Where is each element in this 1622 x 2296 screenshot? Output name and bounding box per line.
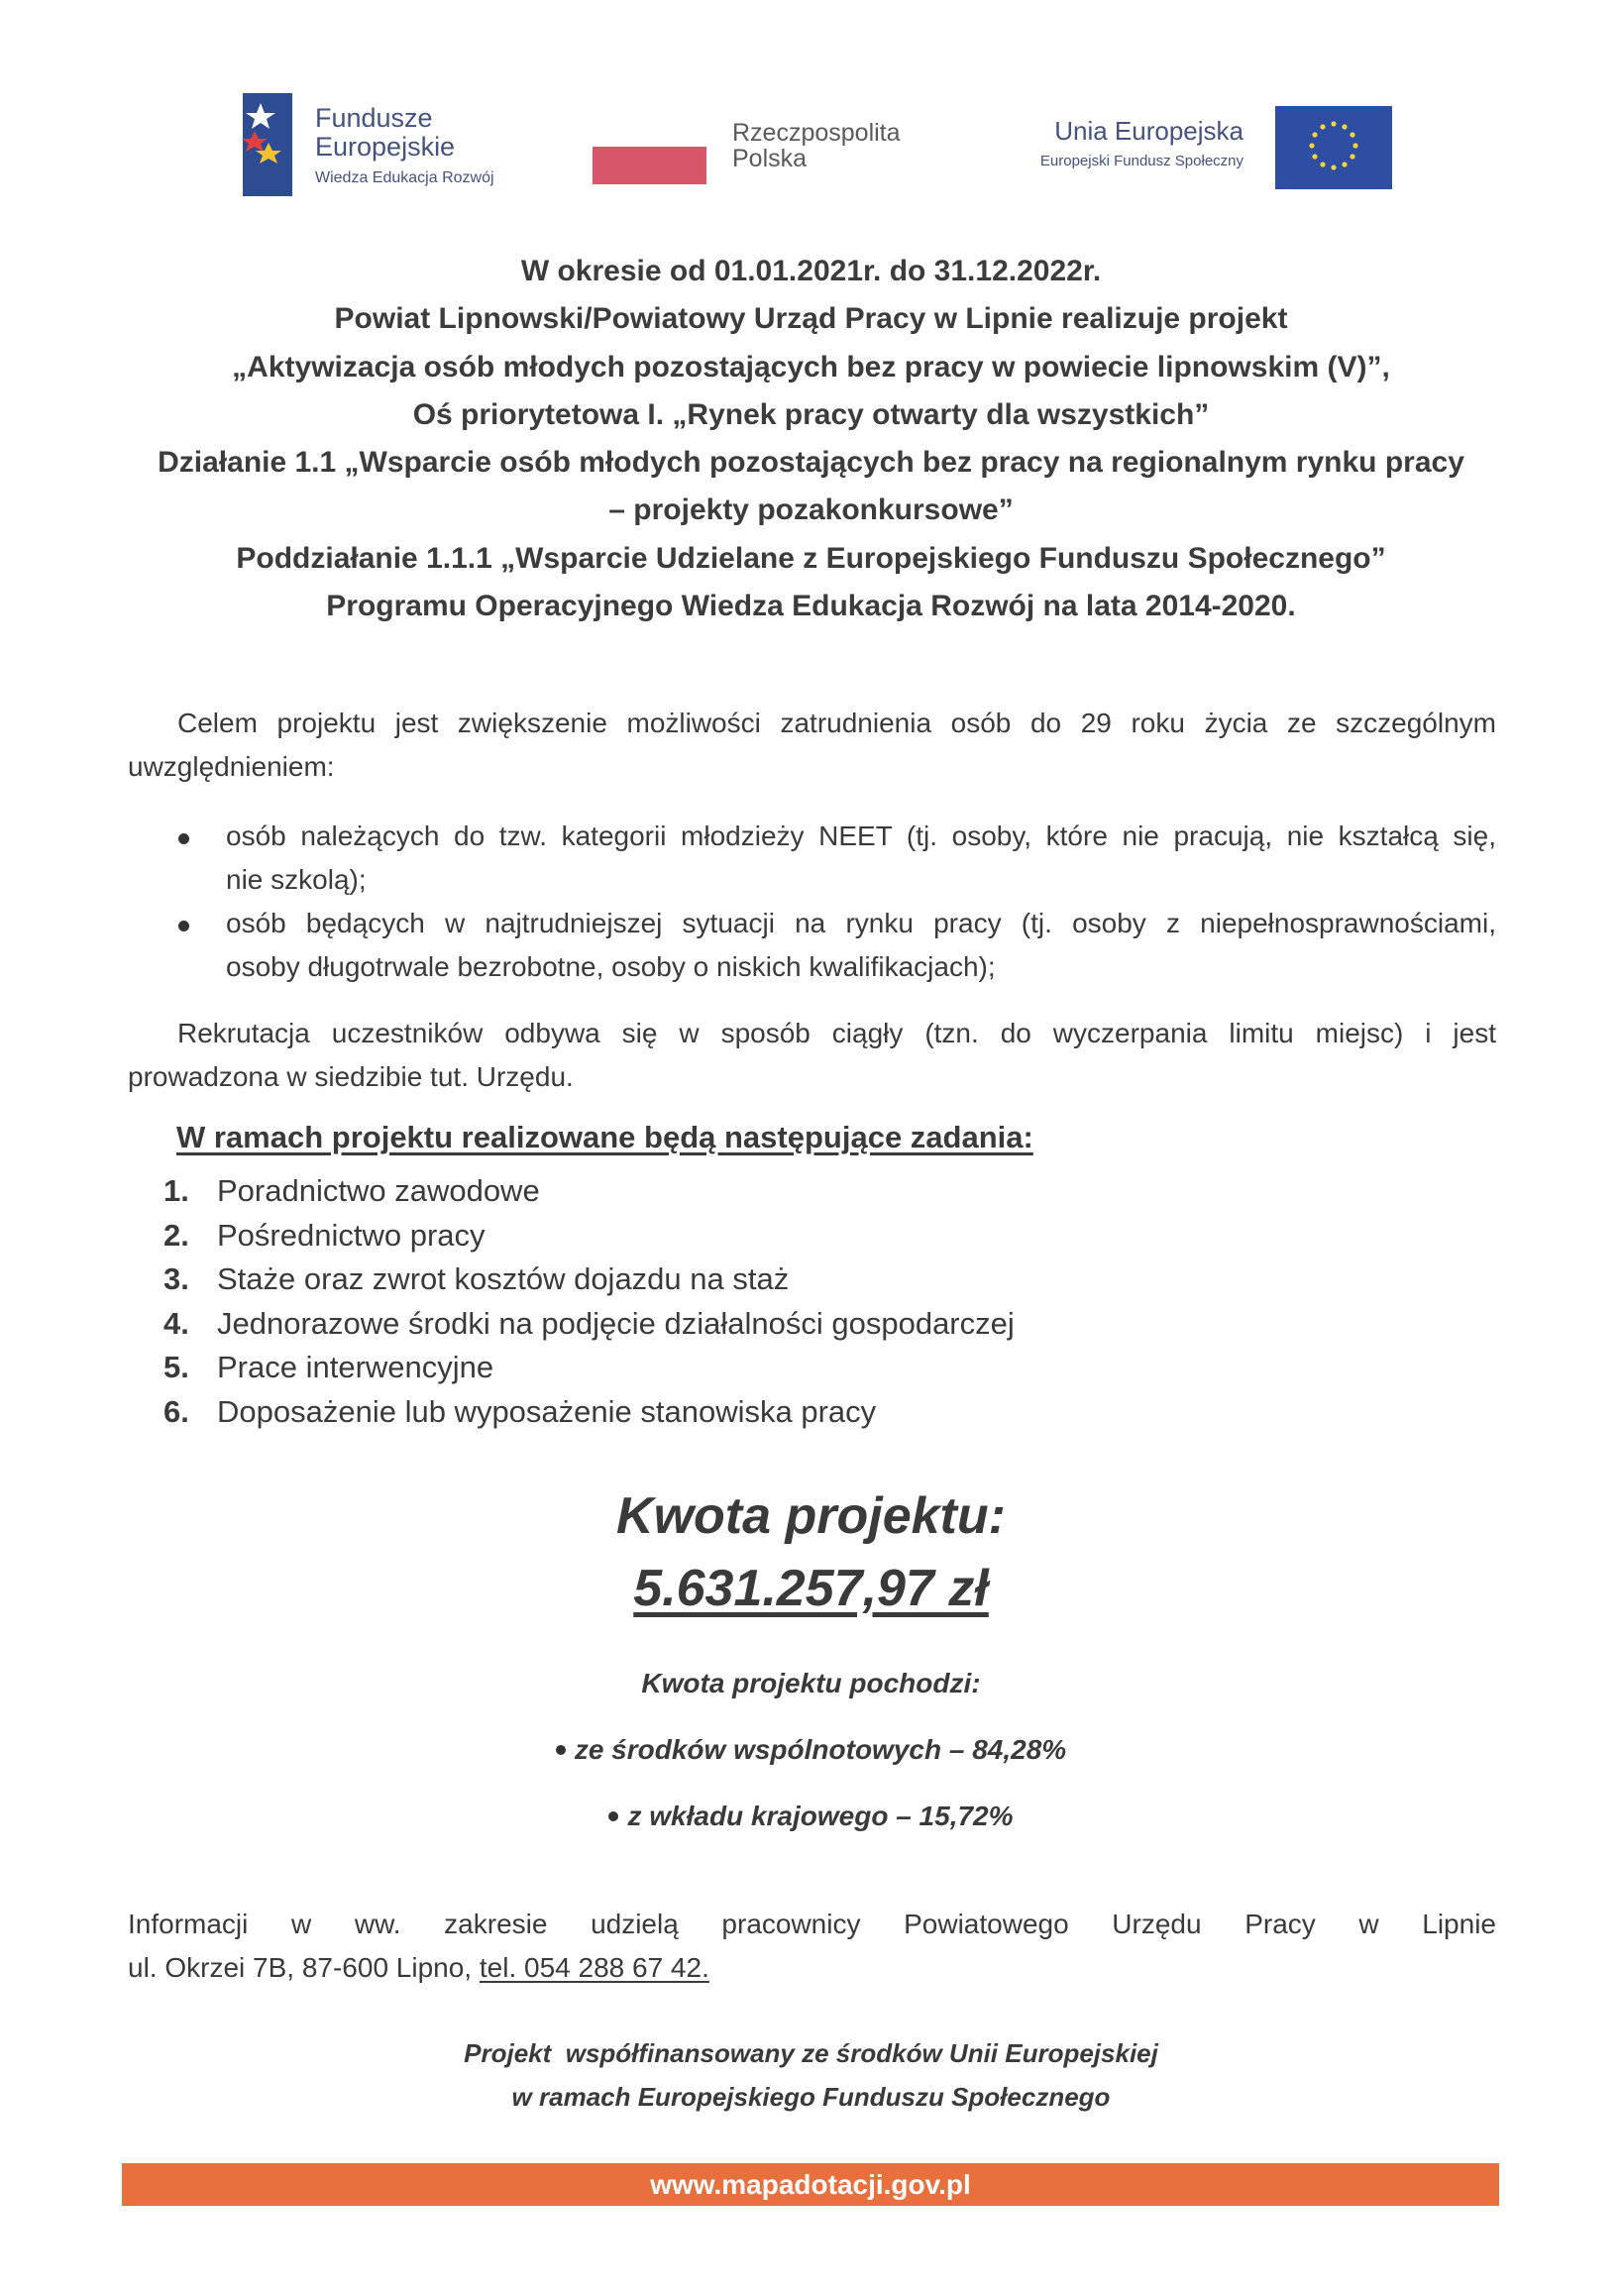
heading-line: Działanie 1.1 „Wsparcie osób młodych pozostających bez pracy na regionalnym rynku pracy [158,446,1464,480]
cofinancing-note [0,2031,1622,2119]
rzeczpospolita-polska-logo [593,112,949,191]
footer-url-link[interactable]: www.mapadotacji.gov.pl [650,2169,971,2200]
task-number: 5. [163,1350,189,1385]
tasks-title: W ramach projektu realizowane będą następujące zadania: [176,1120,1033,1154]
amount-source-item [0,1801,1622,1832]
polish-flag-icon [593,147,706,184]
info-word: Pracy [1244,1909,1316,1939]
bullet-icon [178,921,189,931]
list-item [163,1257,1015,1302]
info-word: udzielą [591,1909,679,1939]
info-word: Urzędu [1112,1909,1202,1939]
info-word: Informacji [128,1909,249,1939]
task-label: Staże oraz zwrot kosztów dojazdu na staż [217,1261,790,1297]
address-text: ul. Okrzei 7B, 87-600 Lipno, [128,1952,480,1983]
recruit-line-1: Rekrutacja uczestników odbywa się w sposób ciągły (tzn. do wyczerpania limitu miejsc) i jest [177,1018,1496,1048]
goal-paragraph [128,702,1496,789]
info-line-2 [128,1946,1496,1990]
task-label: Poradnictwo zawodowe [217,1173,540,1208]
heading-line: Programu Operacyjnego Wiedza Edukacja Rozwój na lata 2014-2020. [326,590,1296,623]
eu-stars-icon [1275,106,1392,189]
amount-source-title: Kwota projektu pochodzi: [641,1668,981,1698]
info-line-1 [128,1903,1496,1946]
bullet-icon [178,833,189,844]
fundusze-europejskie-emblem-icon [241,91,296,198]
cofinancing-line-1: Projekt współfinansowany ze środków Unii Europejskiej [464,2038,1158,2068]
task-label: Prace interwencyjne [217,1350,494,1385]
goal-line-1: Celem projektu jest zwiększenie możliwości zatrudnienia osób do 29 roku życia ze szczególnym [177,708,1496,738]
task-label: Jednorazowe środki na podjęcie działalności gospodarczej [217,1305,1015,1341]
ue-logo-line2: Europejski Fundusz Społeczny [1039,153,1244,169]
task-number: 1. [163,1173,189,1208]
eu-flag-icon [1275,106,1392,189]
fe-logo-line3: Wiedza Edukacja Rozwój [315,169,494,186]
list-item [163,1214,1015,1258]
info-word: ww. [354,1909,401,1939]
info-word: Powiatowego [904,1909,1069,1939]
list-item [168,902,1496,989]
heading-line: „Aktywizacja osób młodych pozostających bez pracy w powiecie lipnowskim (V)”, [232,350,1390,383]
bullet-icon [556,1745,566,1755]
info-word: Lipnie [1422,1909,1496,1939]
info-word: zakresie [444,1909,548,1939]
heading-line: W okresie od 01.01.2021r. do 31.12.2022r. [520,255,1102,287]
task-label: Doposażenie lub wyposażenie stanowiska pracy [217,1393,877,1429]
task-number: 2. [163,1217,189,1253]
amount-source-text: z wkładu krajowego – 15,72% [627,1801,1014,1831]
info-word: w [291,1909,312,1939]
tasks-list [163,1169,1015,1435]
list-item [163,1169,1015,1214]
info-word: pracownicy [721,1909,861,1939]
task-number: 4. [163,1305,189,1341]
amount-label: Kwota projektu: [616,1487,1006,1545]
task-label: Pośrednictwo pracy [217,1217,486,1253]
list-item [163,1302,1015,1347]
contact-info [128,1903,1496,1990]
fe-logo-line2: Europejskie [315,132,456,162]
list-item [163,1390,1015,1435]
heading-line: Oś priorytetowa I. „Rynek pracy otwarty dla wszystkich” [412,397,1210,431]
recruitment-paragraph [128,1012,1496,1099]
bullet-line-1: osób będących w najtrudniejszej sytuacji na rynku pracy (tj. osoby z niepełnosprawnościami, [226,908,1496,938]
task-number: 3. [163,1261,189,1297]
unia-europejska-logo [1001,106,1392,193]
fe-logo-line1: Fundusze [315,103,433,133]
info-word: w [1358,1909,1379,1939]
task-number: 6. [163,1393,189,1429]
pl-logo-line1: Rzeczpospolita [732,119,901,147]
ue-logo-line1: Unia Europejska [1054,116,1244,146]
pl-logo-line2: Polska [732,145,808,173]
bullet-line-1: osób należących do tzw. kategorii młodzieży NEET (tj. osoby, które nie pracują, nie kształcą się, [226,820,1496,851]
amount-source-item [0,1734,1622,1766]
recruit-line-2: prowadzona w siedzibie tut. Urzędu. [128,1061,574,1092]
amount-source-text: ze środków wspólnotowych – 84,28% [574,1734,1067,1765]
heading-line: Powiat Lipnowski/Powiatowy Urząd Pracy w Lipnie realizuje projekt [334,302,1288,336]
target-groups-list [168,815,1496,989]
list-item [163,1346,1015,1390]
heading-line: Poddziałanie 1.1.1 „Wsparcie Udzielane z Europejskiego Funduszu Społecznego” [236,541,1386,575]
project-heading [59,248,1563,630]
amount-value: 5.631.257,97 zł [633,1560,989,1617]
goal-line-2: uwzględnieniem: [128,751,335,782]
bullet-icon [608,1811,618,1821]
bullet-line-2: nie szkolą); [226,864,367,895]
heading-line: – projekty pozakonkursowe” [608,493,1014,527]
list-item [168,815,1496,902]
bullet-line-2: osoby długotrwale bezrobotne, osoby o niskich kwalifikacjach); [226,951,996,982]
phone-link[interactable]: tel. 054 288 67 42. [479,1952,709,1983]
cofinancing-line-2: w ramach Europejskiego Funduszu Społecznego [511,2082,1111,2112]
fundusze-europejskie-logo [241,91,538,200]
